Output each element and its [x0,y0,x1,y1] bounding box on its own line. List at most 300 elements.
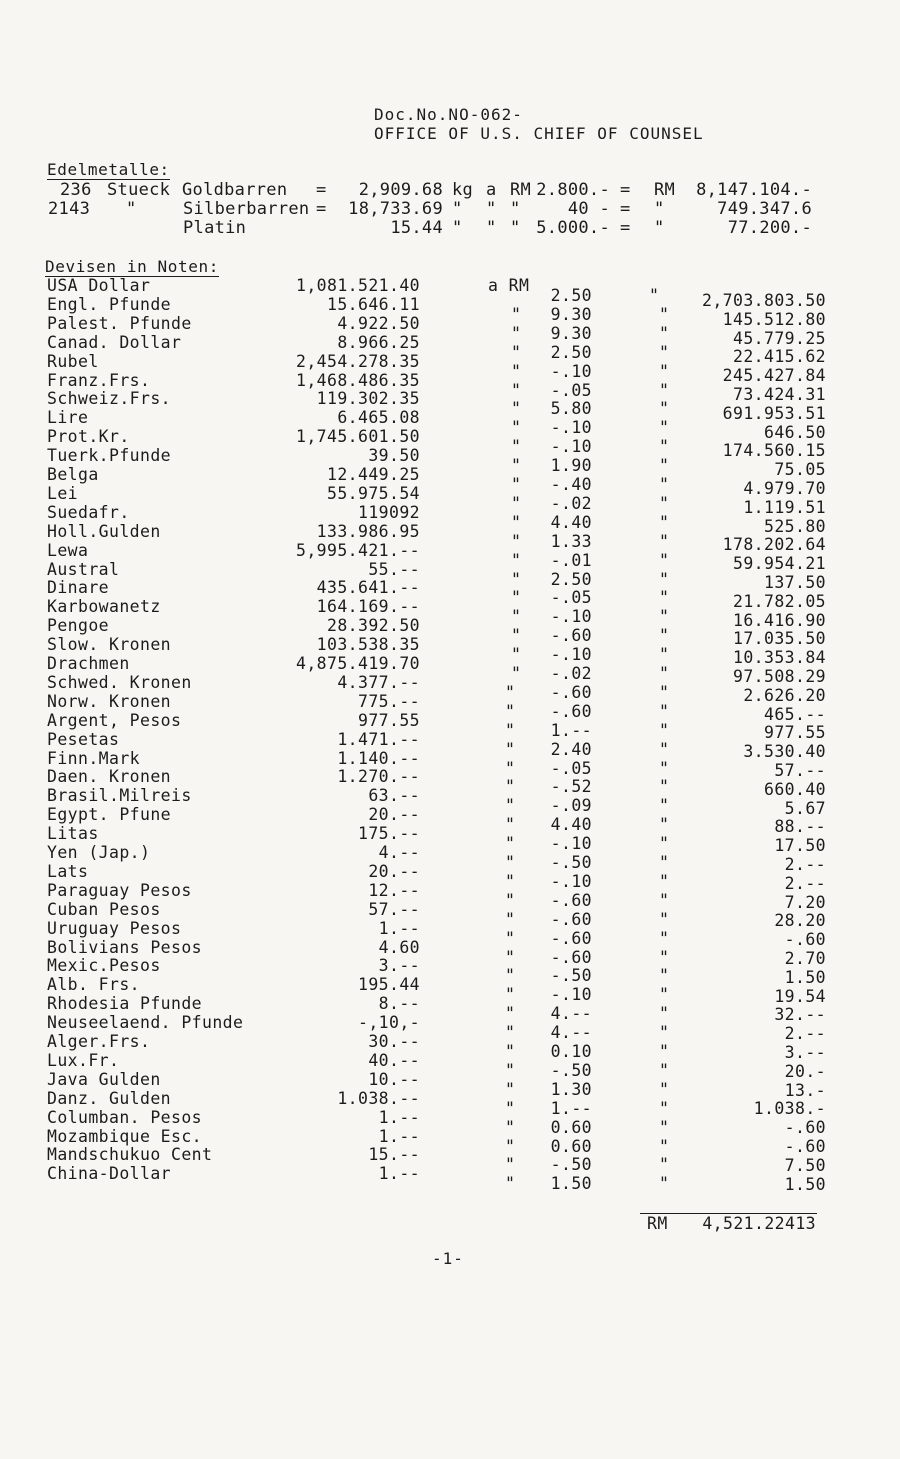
metal-kg: " [452,199,463,219]
currency-amount: 40.-- [368,1050,420,1070]
office-title: OFFICE OF U.S. CHIEF OF COUNSEL [374,124,704,143]
ditto-mark: " [511,456,522,476]
exchange-rate: 1.30 [550,1079,592,1099]
metal-rate: 5.000.- [536,218,610,238]
ditto-mark: " [659,588,670,608]
metal-rate: 2.800.- [536,180,610,200]
currency-name: Columban. Pesos [47,1107,203,1127]
ditto-mark: " [659,1023,670,1043]
ditto-mark: " [511,531,522,551]
currency-amount: 20.-- [368,861,420,881]
currency-amount: 1,745.601.50 [295,427,420,447]
currency-name: Rubel [47,351,99,371]
doc-number: Doc.No.NO-062- [374,105,523,124]
exchange-rate: 2.50 [550,342,592,362]
currency-total: 1.50 [784,967,826,987]
ditto-mark: " [659,871,670,891]
currency-amount: 1.-- [378,1164,420,1184]
ditto-mark: " [505,928,516,948]
currency-total: 174.560.15 [722,441,826,461]
currency-name: Bolivians Pesos [47,937,203,957]
ditto-mark: " [659,1155,670,1175]
ditto-mark: " [659,323,670,343]
currency-total: 19.54 [774,986,826,1006]
exchange-rate: 0.60 [550,1136,592,1156]
currency-amount: 55.975.54 [326,483,420,503]
ditto-mark: " [659,342,670,362]
currency-name: Holl.Gulden [47,521,161,541]
ditto-mark: " [659,1004,670,1024]
ditto-mark: " [505,947,516,967]
currency-amount: -,10,- [357,1013,420,1033]
currency-name: Canad. Dollar [47,332,182,352]
currency-amount: 103.538.35 [316,635,420,655]
ditto-mark: " [505,777,516,797]
currency-total: 2,703.803.50 [701,291,826,310]
ditto-mark: " [659,701,670,721]
currency-total: 17.50 [774,836,826,856]
currency-total: 59.954.21 [732,554,826,574]
metal-a: " [486,199,497,219]
currency-total: 3.-- [784,1043,826,1062]
ditto-mark: " [505,815,516,835]
currency-total: 57.-- [774,761,826,780]
ditto-mark: " [505,1042,516,1061]
currency-amount: 63.-- [368,786,420,806]
currency-total: 10.353.84 [732,648,826,668]
currency-name: Danz. Gulden [47,1088,172,1108]
currency-amount: 119092 [357,502,420,522]
exchange-rate: -.02 [550,493,592,513]
currency-amount: 3.-- [378,956,420,976]
currency-amount: 1,468.486.35 [295,370,420,390]
currency-total: 1.119.51 [743,497,826,517]
metal-count: 2143 [48,199,91,219]
currency-total: 178.202.64 [722,535,826,555]
currency-name: Argent, Pesos [47,710,182,730]
currency-name: Suedafr. [47,502,130,522]
currency-name: Norw. Kronen [47,691,172,711]
ditto-mark: " [659,720,670,740]
ditto-mark: " [659,645,670,665]
currency-total: 525.80 [763,516,826,536]
currency-name: Neuseelaend. Pfunde [47,1013,244,1033]
currency-name: Karbowanetz [47,597,161,617]
currency-amount: 4.377.-- [337,672,420,692]
exchange-rate: 4.-- [550,1023,592,1043]
ditto-mark: " [511,550,522,570]
ditto-mark: " [511,512,522,532]
exchange-rate: -.52 [550,777,592,797]
ditto-mark: " [659,985,670,1005]
exchange-rate: -.60 [550,682,592,702]
metal-item: Silberbarren [183,199,310,219]
exchange-rate: -.10 [550,418,592,438]
metal-a: " [486,218,497,238]
currency-amount: 1.-- [378,1107,420,1127]
ditto-mark: " [511,361,522,381]
currency-total: 245.427.84 [722,366,826,386]
currency-amount: 977.55 [357,710,420,730]
metal-weight: 2,909.68 [358,180,443,200]
currency-amount: 133.986.95 [316,521,420,541]
currency-name: Franz.Frs. [47,370,151,390]
currency-total: 2.626.20 [743,685,826,705]
ditto-mark: " [511,418,522,438]
ditto-mark: " [505,682,516,702]
exchange-rate: -.10 [550,607,592,627]
exchange-rate: -.10 [550,437,592,457]
currency-amount: 1.038.-- [337,1088,420,1108]
currency-amount: 10.-- [368,1069,420,1089]
ditto-mark: " [511,664,522,683]
metal-currency-2: " [654,218,665,238]
ditto-mark: " [505,966,516,986]
currency-total: 13.- [784,1080,826,1100]
currency-name: Uruguay Pesos [47,918,182,938]
ditto-mark: " [511,380,522,400]
currency-total: 7.50 [784,1155,826,1175]
currency-total: 75.05 [774,460,826,480]
currency-name: Tuerk.Pfunde [47,446,172,466]
currency-amount: 1.140.-- [337,748,420,768]
currency-name: Lei [47,483,79,503]
currency-total: 2.70 [784,949,826,968]
ditto-mark: " [511,493,522,513]
ditto-mark: " [505,1060,516,1080]
currency-total: 97.508.29 [732,667,826,686]
ditto-mark: " [659,834,670,854]
exchange-rate: 0.10 [550,1042,592,1061]
ditto-mark: " [659,1079,670,1099]
ditto-mark: " [511,342,522,362]
currency-amount: 15.646.11 [326,294,420,314]
ditto-mark: " [511,645,522,665]
ditto-mark: " [659,437,670,457]
ditto-mark: " [659,456,670,476]
currency-name: Brasil.Milreis [47,786,192,806]
currency-amount: 20.-- [368,805,420,825]
ditto-mark: " [511,399,522,419]
currency-total: 5.67 [784,798,826,818]
exchange-rate: 2.40 [550,739,592,759]
currency-name: Drachmen [47,654,130,673]
exchange-rate: -.60 [550,890,592,910]
ditto-mark: " [659,796,670,816]
currency-total: 45.779.25 [732,328,826,348]
metal-equals-2: = [620,199,631,219]
metal-total: 8,147.104.- [696,180,812,200]
ditto-mark: " [505,853,516,872]
ditto-mark: " [659,550,670,570]
currency-name: Pengoe [47,616,110,636]
currency-name: Schweiz.Frs. [47,389,172,409]
currency-name: Prot.Kr. [47,427,130,447]
currency-name: Mandschukuo Cent [47,1145,213,1165]
exchange-rate: -.10 [550,645,592,665]
grand-total-value: 4,521.22413 [702,1214,816,1233]
exchange-rate: -.10 [550,985,592,1005]
ditto-mark: " [649,286,660,305]
exchange-rate: 1.90 [550,456,592,476]
metal-equals-2: = [620,180,631,200]
currency-total: 16.416.90 [732,610,826,630]
currency-name: Schwed. Kronen [47,672,192,692]
currency-amount: 55.-- [368,559,420,579]
exchange-rate: 4.40 [550,512,592,532]
ditto-mark: " [659,739,670,759]
ditto-mark: " [505,1098,516,1118]
grand-total-currency: RM [647,1214,668,1233]
currency-amount: 6.465.08 [337,408,420,428]
metal-equals: = [316,199,327,219]
currency-name: USA Dollar [47,276,151,295]
exchange-rate: -.50 [550,1155,592,1175]
exchange-rate: -.01 [550,550,592,570]
ditto-mark: " [659,682,670,702]
ditto-mark: " [659,909,670,929]
currency-amount: 39.50 [368,446,420,466]
currency-amount: 8.966.25 [337,332,420,352]
currency-total: 660.40 [763,779,826,799]
currency-name: Lats [47,861,89,881]
ditto-mark: " [505,1023,516,1043]
exchange-rate: -.10 [550,871,592,891]
metal-currency: " [510,218,521,238]
metal-currency-2: RM [654,180,676,200]
ditto-mark: " [659,947,670,967]
currency-amount: 195.44 [357,975,420,995]
ditto-mark: " [659,475,670,494]
exchange-rate: 1.50 [550,1174,592,1194]
ditto-mark: " [511,569,522,589]
ditto-mark: " [659,1136,670,1156]
currency-name: Lire [47,408,89,428]
exchange-rate: -.40 [550,475,592,494]
currency-amount: 775.-- [357,691,420,711]
ditto-mark: " [659,758,670,778]
ditto-mark: " [505,834,516,854]
currency-total: 88.-- [774,817,826,837]
metal-equals-2: = [620,218,631,238]
exchange-rate: -.05 [550,758,592,778]
ditto-mark: " [659,890,670,910]
exchange-rate: 1.-- [550,1098,592,1118]
currency-amount: 12.449.25 [326,465,420,484]
exchange-rate: 2.50 [550,286,592,305]
exchange-rate: 9.30 [550,323,592,343]
ditto-mark: " [659,380,670,400]
exchange-rate: -.05 [550,588,592,608]
currency-total: 977.55 [763,723,826,743]
currency-name: Slow. Kronen [47,635,172,655]
currency-total: 691.953.51 [722,403,826,423]
exchange-rate: 1.-- [550,720,592,740]
currency-name: Alger.Frs. [47,1032,151,1051]
ditto-mark: " [659,569,670,589]
exchange-rate: -.50 [550,1060,592,1080]
ditto-mark: " [659,1060,670,1080]
ditto-mark: " [511,304,522,324]
ditto-mark: " [505,758,516,778]
ditto-mark: " [659,1117,670,1137]
exchange-rate: -.10 [550,834,592,854]
ditto-mark: " [659,815,670,835]
exchange-rate: 9.30 [550,304,592,324]
metal-count: 236 [60,180,92,200]
ditto-mark: " [659,512,670,532]
ditto-mark: " [659,418,670,438]
currency-total: 32.-- [774,1005,826,1025]
metal-kg: " [452,218,463,238]
exchange-rate: 1.33 [550,531,592,551]
ditto-mark: " [505,1079,516,1099]
currency-name: Palest. Pfunde [47,313,192,333]
currency-name: Daen. Kronen [47,767,172,787]
currency-total: 73.424.31 [732,385,826,404]
ditto-mark: " [511,607,522,627]
ditto-mark: " [659,853,670,872]
ditto-mark: " [659,1042,670,1061]
currency-total: 646.50 [763,422,826,442]
currency-total: 1.038.- [753,1099,826,1119]
exchange-rate: 4.-- [550,1004,592,1024]
currency-total: -.60 [784,1137,826,1156]
exchange-rate: -.60 [550,928,592,948]
currency-name: Litas [47,824,99,844]
currency-name: Java Gulden [47,1069,161,1089]
currency-name: Austral [47,559,120,579]
currency-name: Dinare [47,578,110,598]
currency-amount: 8.-- [378,994,420,1014]
exchange-rate: 2.50 [550,569,592,589]
currency-amount: 5,995.421.-- [295,540,420,560]
currency-name: Pesetas [47,729,120,749]
ditto-mark: " [659,399,670,419]
currency-amount: 4.60 [378,937,420,957]
ditto-mark: " [511,475,522,494]
ditto-mark: " [659,928,670,948]
currency-amount: 1.-- [378,918,420,938]
exchange-rate: -.09 [550,796,592,816]
currency-amount: 435.641.-- [316,578,420,598]
ditto-mark: " [505,1174,516,1194]
ditto-mark: " [659,966,670,986]
currency-total: 17.035.50 [732,629,826,649]
ditto-mark: " [511,437,522,457]
currency-total: 137.50 [763,573,826,592]
exchange-rate: -.60 [550,701,592,721]
exchange-rate: 5.80 [550,399,592,419]
metal-currency: " [510,199,521,219]
currency-amount: 1,081.521.40 [295,276,420,295]
currency-amount: 1.-- [378,1126,420,1146]
ditto-mark: " [659,361,670,381]
ditto-mark: " [511,323,522,343]
currency-total: 465.-- [763,704,826,724]
currency-total: 28.20 [774,911,826,931]
currency-name: China-Dollar [47,1164,172,1184]
ditto-mark: " [505,909,516,929]
ditto-mark: " [659,1174,670,1194]
ditto-mark: " [659,304,670,324]
currency-total: 1.50 [784,1174,826,1194]
ditto-mark: " [505,720,516,740]
exchange-rate: -.02 [550,664,592,683]
currency-amount: 164.169.-- [316,597,420,617]
exchange-rate: -.50 [550,966,592,986]
currency-total: -.60 [784,1118,826,1138]
currency-total: 2.-- [784,873,826,893]
currency-name: Yen (Jap.) [47,843,151,862]
page-number: -1- [432,1249,464,1268]
ditto-mark: " [505,871,516,891]
currency-amount: 119.302.35 [316,389,420,409]
ditto-mark: " [659,531,670,551]
currency-total: 21.782.05 [732,591,826,611]
metal-total: 77.200.- [727,218,812,238]
currency-amount: 175.-- [357,824,420,844]
currency-total: 20.- [784,1061,826,1081]
ditto-mark: " [505,890,516,910]
metal-weight: 15.44 [390,218,443,238]
metal-weight: 18,733.69 [348,199,443,219]
ditto-mark: " [659,626,670,646]
ditto-mark: " [505,1117,516,1137]
ditto-mark: " [659,664,670,683]
exchange-rate: 4.40 [550,815,592,835]
currency-amount: 2,454.278.35 [295,351,420,371]
currency-amount: 4.-- [378,843,420,862]
currency-total: 2.-- [784,855,826,874]
currency-name: Egypt. Pfune [47,805,172,825]
currency-name: Mozambique Esc. [47,1126,203,1146]
ditto-mark: " [511,588,522,608]
ditto-mark: " [505,739,516,759]
currency-total: 4.979.70 [743,479,826,498]
currency-amount: 4,875.419.70 [295,654,420,673]
edelmetalle-heading: Edelmetalle: [47,160,170,179]
currency-total: 145.512.80 [722,309,826,329]
ditto-mark: " [659,607,670,627]
metal-rate: 40 - [567,199,610,219]
metal-a: a [486,180,497,200]
metal-item: Goldbarren [182,180,288,200]
metal-unit: Stueck [107,180,171,200]
metal-total: 749.347.6 [717,199,812,219]
metal-currency-2: " [654,199,665,219]
exchange-rate: -.05 [550,380,592,400]
ditto-mark: " [659,1098,670,1118]
exchange-rate: -.50 [550,853,592,872]
ditto-mark: " [505,1136,516,1156]
currency-name: Alb. Frs. [47,975,141,995]
rate-prefix: a RM [488,276,530,295]
metal-currency: RM [510,180,532,200]
currency-name: Rhodesia Pfunde [47,994,203,1014]
currency-name: Belga [47,465,99,484]
currency-amount: 30.-- [368,1032,420,1051]
ditto-mark: " [505,796,516,816]
currency-name: Mexic.Pesos [47,956,161,976]
ditto-mark: " [505,985,516,1005]
currency-name: Finn.Mark [47,748,141,768]
currency-amount: 28.392.50 [326,616,420,636]
currency-name: Lux.Fr. [47,1050,120,1070]
exchange-rate: -.10 [550,361,592,381]
ditto-mark: " [511,626,522,646]
currency-amount: 1.270.-- [337,767,420,787]
